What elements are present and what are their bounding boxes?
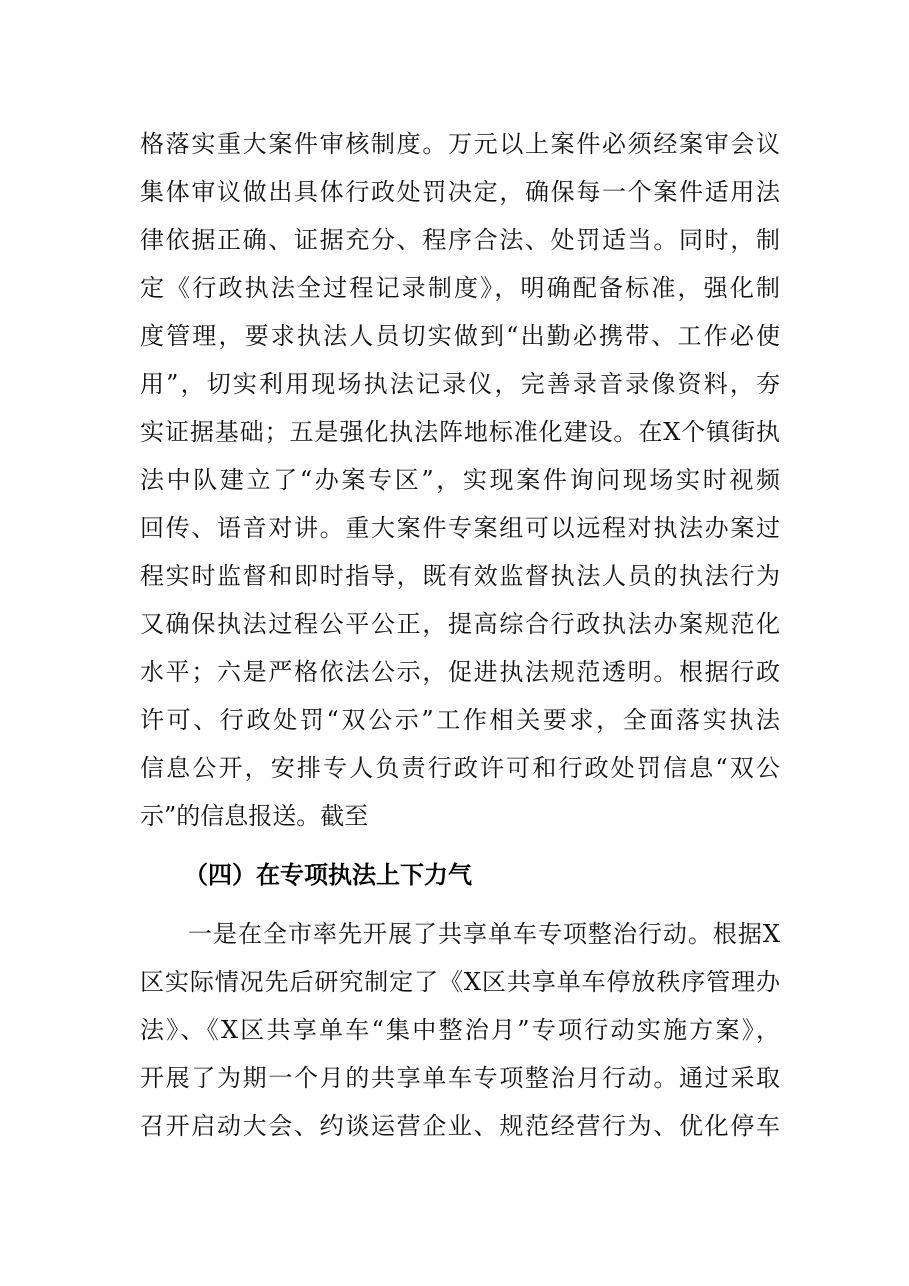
text-line: 集体审议做出具体行政处罚决定，确保每一个案件适用法 [140, 178, 780, 206]
text-line: 区实际情况先后研究制定了《X区共享单车停放秩序管理办 [140, 968, 780, 996]
text-line: 律依据正确、证据充分、程序合法、处罚适当。同时，制 [140, 226, 780, 254]
text-line: 回传、语音对讲。重大案件专案组可以远程对执法办案过 [140, 514, 780, 542]
section-heading: （四）在专项执法上下力气 [184, 861, 472, 889]
text-line: 又确保执法过程公平公正，提高综合行政执法办案规范化 [140, 610, 780, 638]
paragraph-1 [140, 120, 780, 840]
text-line: 实证据基础；五是强化执法阵地标准化建设。在X个镇街执 [140, 418, 780, 446]
text-line: 示”的信息报送。截至 [140, 802, 369, 830]
text-line: 用”，切实利用现场执法记录仪，完善录音录像资料，夯 [140, 370, 780, 398]
text-line: 开展了为期一个月的共享单车专项整治月行动。通过采取 [140, 1064, 780, 1092]
paragraph-2 [140, 910, 780, 1150]
text-line: 法》、《X区共享单车“集中整治月”专项行动实施方案》， [140, 1016, 780, 1044]
text-line: 度管理，要求执法人员切实做到“出勤必携带、工作必使 [140, 322, 780, 350]
text-line: 许可、行政处罚“双公示”工作相关要求，全面落实执法 [140, 706, 780, 734]
text-line: 信息公开，安排专人负责行政许可和行政处罚信息“双公 [140, 754, 780, 782]
text-line: 法中队建立了“办案专区”，实现案件询问现场实时视频 [140, 466, 780, 494]
text-line: 水平；六是严格依法公示，促进执法规范透明。根据行政 [140, 658, 780, 686]
text-line: 一是在全市率先开展了共享单车专项整治行动。根据X [188, 920, 780, 948]
text-line: 格落实重大案件审核制度。万元以上案件必须经案审会议 [140, 130, 780, 158]
text-line: 召开启动大会、约谈运营企业、规范经营行为、优化停车 [140, 1112, 780, 1140]
text-line: 定《行政执法全过程记录制度》，明确配备标准，强化制 [140, 274, 780, 302]
text-line: 程实时监督和即时指导，既有效监督执法人员的执法行为 [140, 562, 780, 590]
document-body [140, 120, 780, 1150]
